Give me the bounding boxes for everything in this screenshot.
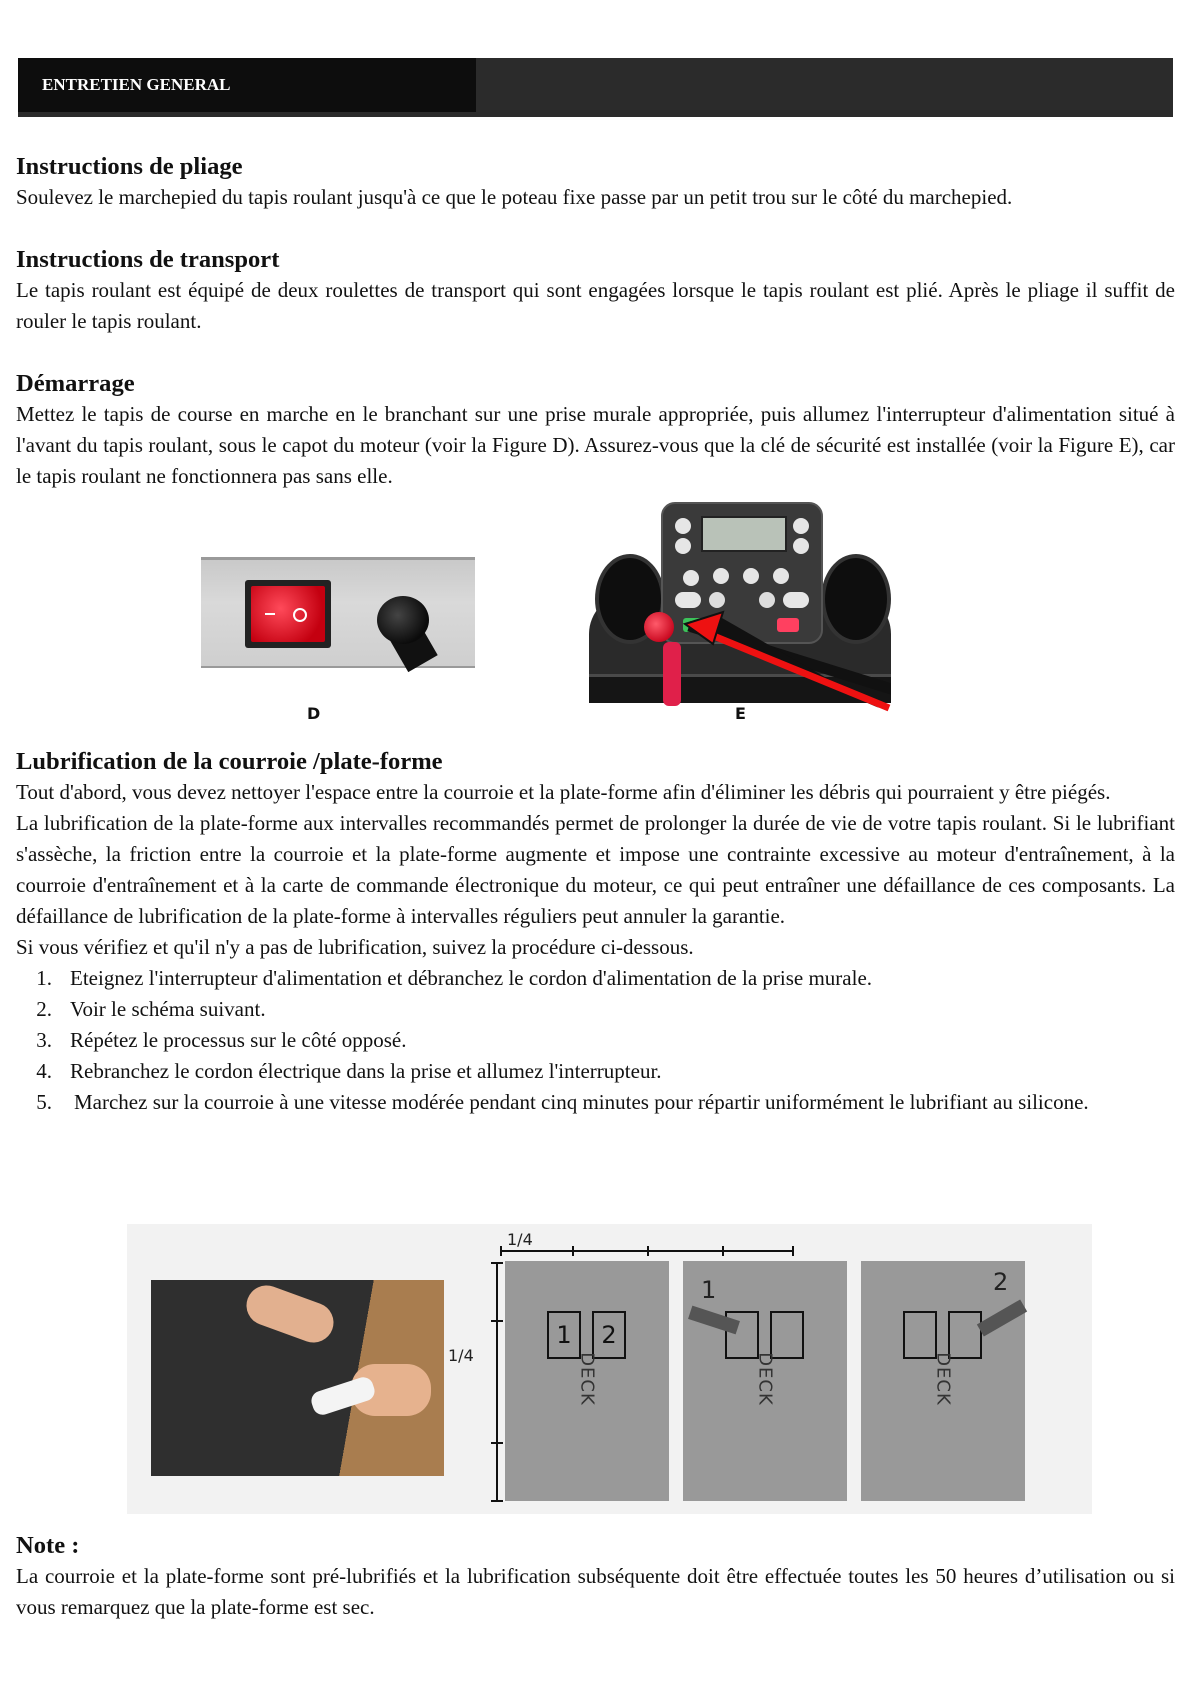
list-number: 2.	[36, 997, 52, 1021]
dimension-tick	[572, 1246, 574, 1256]
dimension-tick	[491, 1262, 503, 1264]
lubricant-nozzle-icon	[977, 1299, 1027, 1336]
list-number: 4.	[36, 1059, 52, 1083]
transport-text: Le tapis roulant est équipé de deux roulettes de transport qui sont engagées lorsque le tapis roulant est plié. Après le pliage il suffit de rouler le tapis roulant.	[16, 278, 1175, 333]
list-text: Répétez le processus sur le côté opposé.	[70, 1028, 407, 1052]
list-text: Voir le schéma suivant.	[70, 997, 266, 1021]
lubrication-title: Lubrification de la courroie /plate-forme	[16, 748, 443, 775]
figure-e-console	[589, 502, 891, 724]
folding-title: Instructions de pliage	[16, 153, 243, 180]
dimension-tick	[500, 1246, 502, 1256]
deck-panel-1	[505, 1261, 669, 1501]
hand	[241, 1280, 339, 1348]
dimension-tick	[491, 1442, 503, 1444]
dimension-tick	[647, 1246, 649, 1256]
folding-text: Soulevez le marchepied du tapis roulant jusqu'à ce que le poteau fixe passe par un petit trou sur le côté du marchepied.	[16, 185, 1013, 209]
dimension-tick	[792, 1246, 794, 1256]
deck-panel-3	[861, 1261, 1025, 1501]
list-item	[16, 994, 1175, 1025]
dimension-tick	[491, 1320, 503, 1322]
list-item	[16, 1087, 1175, 1118]
red-arrow-icon	[589, 502, 891, 724]
list-text: Rebranchez le cordon électrique dans la prise et allumez l'interrupteur.	[70, 1059, 662, 1083]
list-item	[16, 1025, 1175, 1056]
marker-2: 2	[993, 1268, 1009, 1296]
dimension-tick	[722, 1246, 724, 1256]
transport-title: Instructions de transport	[16, 246, 280, 273]
section-header-title: ENTRETIEN GENERAL	[18, 58, 476, 112]
rocker-switch-face	[251, 586, 325, 642]
list-number: 5.	[36, 1090, 52, 1114]
dimension-top-label: 1/4	[507, 1230, 533, 1249]
note-title: Note :	[16, 1532, 80, 1559]
folding-section	[16, 151, 1175, 213]
lubrication-paragraph-1: Tout d'abord, vous devez nettoyer l'espace entre la courroie et la plate-forme afin d'éliminer les débris qui pourraient y être piégés.	[16, 780, 1111, 804]
startup-section	[16, 368, 1175, 492]
lubrication-paragraph-3: Si vous vérifiez et qu'il n'y a pas de lubrification, suivez la procédure ci-dessous.	[16, 935, 694, 959]
on-symbol	[265, 613, 275, 615]
slot-1: 1	[547, 1311, 581, 1359]
dimension-side-label: 1/4	[448, 1346, 474, 1365]
off-symbol	[293, 608, 307, 622]
power-plug	[377, 596, 429, 644]
deck-panel-2	[683, 1261, 847, 1501]
list-number: 1.	[36, 966, 52, 990]
list-item	[16, 1056, 1175, 1087]
deck-label: DECK	[932, 1352, 954, 1406]
lubricant-nozzle-icon	[688, 1306, 740, 1335]
deck-label: DECK	[576, 1352, 598, 1406]
lubrication-photo	[151, 1280, 444, 1476]
lubrication-paragraph-2: La lubrification de la plate-forme aux intervalles recommandés permet de prolonger la durée de vie de votre tapis roulant. Si le lubrifiant s'assèche, la friction entre la courroie et la plate-forme augmente et impose une contrainte excessive au moteur d'entraînement, à la courroie d'entraînement et à la carte de commande électronique du moteur, ce qui peut entraîner une défaillance de ces composants. La défaillance de lubrification de la plate-forme à intervalles réguliers peut annuler la garantie.	[16, 811, 1175, 928]
deck-label: DECK	[754, 1352, 776, 1406]
list-number: 3.	[36, 1028, 52, 1052]
list-item	[16, 963, 1175, 994]
list-text: Eteignez l'interrupteur d'alimentation et débranchez le cordon d'alimentation de la prise murale.	[70, 966, 873, 990]
figure-d-label: D	[307, 704, 321, 723]
slot-2: 2	[592, 1311, 626, 1359]
rocker-switch	[245, 580, 331, 648]
marker-1: 1	[701, 1276, 717, 1304]
transport-section	[16, 244, 1175, 337]
figure-d-power-switch	[201, 557, 475, 668]
note-section	[16, 1530, 1175, 1623]
dimension-tick	[491, 1500, 503, 1502]
lubrication-diagram	[127, 1224, 1092, 1514]
lubrication-section	[16, 746, 1175, 1118]
figure-e-label: E	[735, 704, 746, 723]
startup-title: Démarrage	[16, 370, 135, 397]
list-text: Marchez sur la courroie à une vitesse modérée pendant cinq minutes pour répartir uniformément le lubrifiant au silicone.	[74, 1090, 1089, 1114]
note-text: La courroie et la plate-forme sont pré-lubrifiés et la lubrification subséquente doit être effectuée toutes les 50 heures d’utilisation ou si vous remarquez que la plate-forme est sec.	[16, 1564, 1175, 1619]
dimension-line-side	[496, 1262, 498, 1502]
startup-text: Mettez le tapis de course en marche en le branchant sur une prise murale appropriée, puis allumez l'interrupteur d'alimentation situé à l'avant du tapis roulant, sous le capot du moteur (voir la Figure D). Assurez-vous que la clé de sécurité est installée (voir la Figure E), car le tapis roulant ne fonctionnera pas sans elle.	[16, 402, 1175, 488]
